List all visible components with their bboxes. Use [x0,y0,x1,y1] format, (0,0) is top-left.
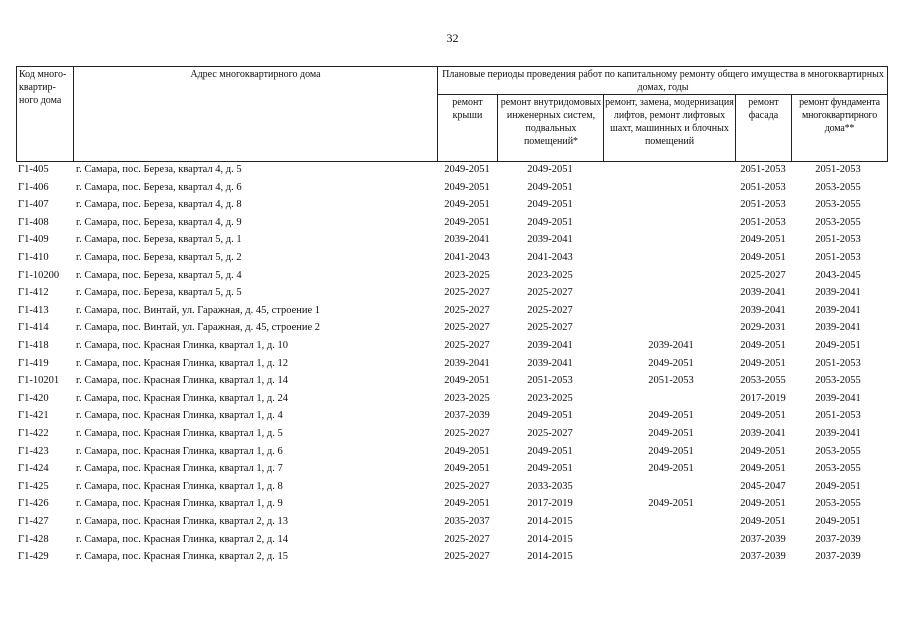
cell-foundation: 2039-2041 [815,428,861,439]
cell-foundation: 2053-2055 [815,182,861,193]
cell-address: г. Самара, пос. Красная Глинка, квартал 1, д. 5 [76,428,283,439]
cell-facade: 2049-2051 [740,252,786,263]
cell-facade: 2053-2055 [740,375,786,386]
cell-code: Г1-406 [18,182,49,193]
cell-foundation: 2049-2051 [815,340,861,351]
cell-facade: 2051-2053 [740,217,786,228]
header-code: Код много-квартир-ного дома [19,69,67,106]
cell-facade: 2045-2047 [740,481,786,492]
cell-address: г. Самара, пос. Береза, квартал 4, д. 5 [76,164,242,175]
cell-systems: 2023-2025 [527,270,573,281]
cell-facade: 2049-2051 [740,340,786,351]
cell-systems: 2025-2027 [527,322,573,333]
cell-code: Г1-428 [18,534,49,545]
cell-systems: 2025-2027 [527,305,573,316]
cell-address: г. Самара, пос. Красная Глинка, квартал 2, д. 13 [76,516,289,527]
cell-facade: 2049-2051 [740,410,786,421]
cell-systems: 2023-2025 [527,393,573,404]
header-address: Адрес многоквартирного дома [190,69,321,80]
cell-code: Г1-413 [18,305,49,316]
cell-systems: 2049-2051 [527,164,573,175]
cell-roof: 2025-2027 [444,481,490,492]
cell-facade: 2039-2041 [740,428,786,439]
cell-foundation: 2039-2041 [815,322,861,333]
cell-address: г. Самара, пос. Береза, квартал 4, д. 6 [76,182,242,193]
cell-code: Г1-407 [18,199,49,210]
cell-roof: 2025-2027 [444,340,490,351]
cell-code: Г1-420 [18,393,49,404]
cell-foundation: 2051-2053 [815,234,861,245]
cell-address: г. Самара, пос. Красная Глинка, квартал 2, д. 14 [76,534,289,545]
cell-systems: 2017-2019 [527,498,573,509]
cell-address: г. Самара, пос. Красная Глинка, квартал 1, д. 7 [76,463,283,474]
cell-facade: 2049-2051 [740,516,786,527]
cell-foundation: 2051-2053 [815,358,861,369]
cell-address: г. Самара, пос. Красная Глинка, квартал 2, д. 15 [76,551,289,562]
cell-roof: 2023-2025 [444,393,490,404]
cell-roof: 2049-2051 [444,182,490,193]
cell-address: г. Самара, пос. Береза, квартал 5, д. 1 [76,234,242,245]
cell-code: Г1-409 [18,234,49,245]
cell-facade: 2039-2041 [740,287,786,298]
cell-address: г. Самара, пос. Красная Глинка, квартал 1, д. 4 [76,410,283,421]
cell-address: г. Самара, пос. Красная Глинка, квартал 1, д. 10 [76,340,289,351]
cell-code: Г1-410 [18,252,49,263]
cell-roof: 2039-2041 [444,358,490,369]
cell-foundation: 2039-2041 [815,393,861,404]
cell-code: Г1-10200 [18,270,60,281]
cell-foundation: 2053-2055 [815,375,861,386]
cell-lifts: 2039-2041 [648,340,694,351]
cell-roof: 2049-2051 [444,199,490,210]
cell-facade: 2051-2053 [740,182,786,193]
cell-systems: 2049-2051 [527,463,573,474]
cell-address: г. Самара, пос. Береза, квартал 4, д. 8 [76,199,242,210]
cell-foundation: 2037-2039 [815,551,861,562]
cell-foundation: 2053-2055 [815,199,861,210]
header-divider [437,94,888,95]
cell-code: Г1-421 [18,410,49,421]
cell-address: г. Самара, пос. Красная Глинка, квартал 1, д. 12 [76,358,289,369]
cell-systems: 2051-2053 [527,375,573,386]
cell-systems: 2014-2015 [527,516,573,527]
cell-lifts: 2049-2051 [648,410,694,421]
cell-facade: 2029-2031 [740,322,786,333]
cell-code: Г1-425 [18,481,49,492]
cell-facade: 2051-2053 [740,164,786,175]
cell-roof: 2049-2051 [444,164,490,175]
cell-systems: 2049-2051 [527,446,573,457]
cell-address: г. Самара, пос. Береза, квартал 5, д. 5 [76,287,242,298]
cell-roof: 2037-2039 [444,410,490,421]
cell-roof: 2041-2043 [444,252,490,263]
cell-facade: 2049-2051 [740,358,786,369]
cell-roof: 2025-2027 [444,305,490,316]
cell-facade: 2049-2051 [740,463,786,474]
cell-code: Г1-405 [18,164,49,175]
cell-foundation: 2043-2045 [815,270,861,281]
cell-foundation: 2049-2051 [815,481,861,492]
cell-roof: 2025-2027 [444,551,490,562]
cell-systems: 2039-2041 [527,340,573,351]
cell-facade: 2017-2019 [740,393,786,404]
cell-systems: 2049-2051 [527,182,573,193]
cell-address: г. Самара, пос. Винтай, ул. Гаражная, д. 45, строение 2 [76,322,321,333]
cell-foundation: 2049-2051 [815,516,861,527]
cell-facade: 2025-2027 [740,270,786,281]
header-divider [603,94,604,162]
cell-roof: 2049-2051 [444,463,490,474]
cell-roof: 2025-2027 [444,428,490,439]
header-systems: ремонт внутридомовых инженерных систем, подвальных помещений* [500,97,602,147]
cell-address: г. Самара, пос. Красная Глинка, квартал 1, д. 6 [76,446,283,457]
cell-facade: 2049-2051 [740,498,786,509]
cell-address: г. Самара, пос. Красная Глинка, квартал 1, д. 24 [76,393,289,404]
cell-lifts: 2049-2051 [648,498,694,509]
cell-roof: 2025-2027 [444,287,490,298]
cell-systems: 2049-2051 [527,410,573,421]
cell-lifts: 2049-2051 [648,463,694,474]
cell-code: Г1-10201 [18,375,60,386]
cell-code: Г1-419 [18,358,49,369]
cell-lifts: 2049-2051 [648,446,694,457]
cell-roof: 2039-2041 [444,234,490,245]
cell-code: Г1-427 [18,516,49,527]
cell-foundation: 2051-2053 [815,252,861,263]
cell-systems: 2025-2027 [527,287,573,298]
header-divider [497,94,498,162]
cell-foundation: 2053-2055 [815,463,861,474]
header-lifts: ремонт, замена, модернизация лифтов, ремонт лифтовых шахт, машинных и блочных помещений [605,97,734,147]
cell-code: Г1-429 [18,551,49,562]
cell-facade: 2037-2039 [740,551,786,562]
cell-systems: 2033-2035 [527,481,573,492]
cell-address: г. Самара, пос. Береза, квартал 5, д. 4 [76,270,242,281]
cell-roof: 2049-2051 [444,217,490,228]
cell-roof: 2025-2027 [444,322,490,333]
cell-roof: 2049-2051 [444,498,490,509]
cell-code: Г1-412 [18,287,49,298]
cell-systems: 2025-2027 [527,428,573,439]
cell-systems: 2041-2043 [527,252,573,263]
cell-foundation: 2051-2053 [815,164,861,175]
cell-address: г. Самара, пос. Береза, квартал 4, д. 9 [76,217,242,228]
header-facade: ремонт фасада [748,97,779,121]
cell-foundation: 2053-2055 [815,446,861,457]
cell-roof: 2049-2051 [444,446,490,457]
cell-systems: 2039-2041 [527,358,573,369]
cell-lifts: 2051-2053 [648,375,694,386]
header-foundation: ремонт фундамента многоквартирного дома** [799,97,880,134]
cell-lifts: 2049-2051 [648,358,694,369]
cell-code: Г1-418 [18,340,49,351]
cell-facade: 2039-2041 [740,305,786,316]
cell-foundation: 2053-2055 [815,217,861,228]
cell-code: Г1-408 [18,217,49,228]
cell-code: Г1-424 [18,463,49,474]
cell-address: г. Самара, пос. Красная Глинка, квартал 1, д. 14 [76,375,289,386]
cell-code: Г1-426 [18,498,49,509]
cell-facade: 2049-2051 [740,446,786,457]
cell-roof: 2049-2051 [444,375,490,386]
cell-facade: 2037-2039 [740,534,786,545]
cell-lifts: 2049-2051 [648,428,694,439]
cell-systems: 2049-2051 [527,199,573,210]
cell-foundation: 2037-2039 [815,534,861,545]
cell-foundation: 2051-2053 [815,410,861,421]
cell-systems: 2014-2015 [527,534,573,545]
cell-systems: 2049-2051 [527,217,573,228]
cell-roof: 2025-2027 [444,534,490,545]
header-roof: ремонт крыши [452,97,483,121]
cell-facade: 2049-2051 [740,234,786,245]
cell-roof: 2023-2025 [444,270,490,281]
cell-systems: 2014-2015 [527,551,573,562]
cell-address: г. Самара, пос. Красная Глинка, квартал 1, д. 8 [76,481,283,492]
cell-systems: 2039-2041 [527,234,573,245]
cell-code: Г1-422 [18,428,49,439]
cell-foundation: 2039-2041 [815,305,861,316]
cell-address: г. Самара, пос. Береза, квартал 5, д. 2 [76,252,242,263]
cell-code: Г1-423 [18,446,49,457]
page-number: 32 [446,31,459,45]
cell-roof: 2035-2037 [444,516,490,527]
cell-foundation: 2039-2041 [815,287,861,298]
cell-foundation: 2053-2055 [815,498,861,509]
header-periods: Плановые периоды проведения работ по капитальному ремонту общего имущества в многоквартирных домах, годы [442,69,884,93]
cell-address: г. Самара, пос. Винтай, ул. Гаражная, д. 45, строение 1 [76,305,321,316]
cell-facade: 2051-2053 [740,199,786,210]
cell-address: г. Самара, пос. Красная Глинка, квартал 1, д. 9 [76,498,283,509]
cell-code: Г1-414 [18,322,49,333]
